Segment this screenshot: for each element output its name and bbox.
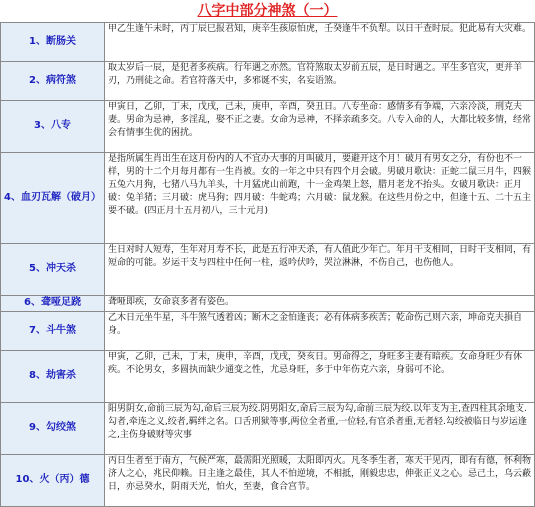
table-row xyxy=(1,351,535,403)
row-name: 2、病符煞 xyxy=(1,62,105,101)
row-name: 6、聋哑足跷 xyxy=(1,296,105,312)
table-row xyxy=(1,62,535,101)
row-name: 10、火（丙）德 xyxy=(1,455,105,507)
shensha-table xyxy=(0,22,535,507)
row-name: 7、斗牛煞 xyxy=(1,312,105,351)
row-desc: 阳男阴女,命前三辰为勾,命后三辰为绞.阴男阳女,命后三辰为勾,命前三辰为绞.以年支为主,查四柱其余地支.勾者,牵连之义,绞者,羁绊之名。口舌刑狱等事,两位全者重,一位轻,有官杀者重,无者轻.勾绞被临日与岁运逢之,主伤身破财等灾事 xyxy=(105,403,535,455)
table-row xyxy=(1,403,535,455)
table-row xyxy=(1,23,535,62)
row-desc: 是指所属生肖出生在这月份内的人不宜办大事的月叫破月，要避开这个月！破月有男女之分，有份也不一样，男的十二个月每月都有一生肖被。女的一年之中只有四个月会破。男破月歌诀：正蛇二鼠三月牛，四猴五兔六月狗，七猪八马九羊头，十月猛虎山前跑，十一金鸡架上怒，腊月老龙不抬头。女破月歌诀：正月破：兔羊猪；三月破：虎马狗；四月破：牛蛇鸡；六月破：鼠龙猴。在这些月份之中，但逢十五、二十五主要不破。(四正月十五月初八，三十元月) xyxy=(105,153,535,244)
row-desc: 乙木日元坐牛星，斗牛煞气透着凶；断木之金怕逢丧；必有体病多疾苦；乾命伤己则六亲，坤命克夫損自身。 xyxy=(105,312,535,351)
table-row xyxy=(1,455,535,507)
table-row xyxy=(1,244,535,296)
table-row xyxy=(1,101,535,153)
row-desc: 生日对时人短寿，生年对月寿不长，此是五行冲天杀，有人值此少年亡。年月干支相同，日时干支相同，有短命的可能。岁运干支与四柱中任何一柱，返吟伏吟，哭泣淋淋，不伤自己，也伤他人。 xyxy=(105,244,535,296)
row-desc: 甲乙生逢午未时，丙丁辰巳报君知，庚辛生孩原怕虎，壬癸逢牛不负犁。以日干查时辰。犯此易有大灾难。 xyxy=(105,23,535,62)
table-row xyxy=(1,153,535,244)
row-name: 5、冲天杀 xyxy=(1,244,105,296)
row-name: 3、八专 xyxy=(1,101,105,153)
table-row xyxy=(1,296,535,312)
row-desc: 甲寅，乙卯，己未，丁未，庚申，辛酉，戊戌，癸亥日。男命得之，身旺多主妻有暗疾。女命身旺少有休疾。不论男女，多圆执而缺少通变之性，尤忌身旺，多于中年伤克六亲，身弱可不论。 xyxy=(105,351,535,403)
table-body xyxy=(1,23,535,507)
row-desc: 甲寅日，乙卯，丁未，戊戌，己未，庚申，辛酉，癸丑日。八专坐命：感情多有争端，六亲冷淡，刑克夫妻。男命为忌神，多淫乱，娶不正之妻。女命为忌神，不择亲疏多交。八专入命的人，大都比较多情，经常会有情事生优的困扰。 xyxy=(105,101,535,153)
page-title: 八字中部分神煞（一） xyxy=(197,3,338,19)
row-desc: 丙日生者至于南方，气候严寒，最需阳光照暖，太阳即丙火。凡冬季生者，寒天干见丙，即有有德，怀利物济人之心，兆民仰赖。日主逢之最佳，其人不怕逆境，不相抵，刚毅忠忠，伸张正义之心。忌己土，乌云蔽日，亦忌癸水，阴雨天光，怕火，至妻，食合宫节。 xyxy=(105,455,535,507)
row-desc: 聋哑即疾，女命哀多者有姿色。 xyxy=(105,296,535,312)
table-row xyxy=(1,312,535,351)
row-name: 9、勾绞煞 xyxy=(1,403,105,455)
row-name: 4、血刃瓦解（破月） xyxy=(1,153,105,244)
row-name: 1、断肠关 xyxy=(1,23,105,62)
row-desc: 取太岁后一辰，是犯者多疾病。行年遇之亦然。官符煞取太岁前五辰，是日时遇之。平生多官灾，更并羊刃，乃刑徒之命。若官符落天中，多邪诞不实，名妄语煞。 xyxy=(105,62,535,101)
row-name: 8、劫害杀 xyxy=(1,351,105,403)
